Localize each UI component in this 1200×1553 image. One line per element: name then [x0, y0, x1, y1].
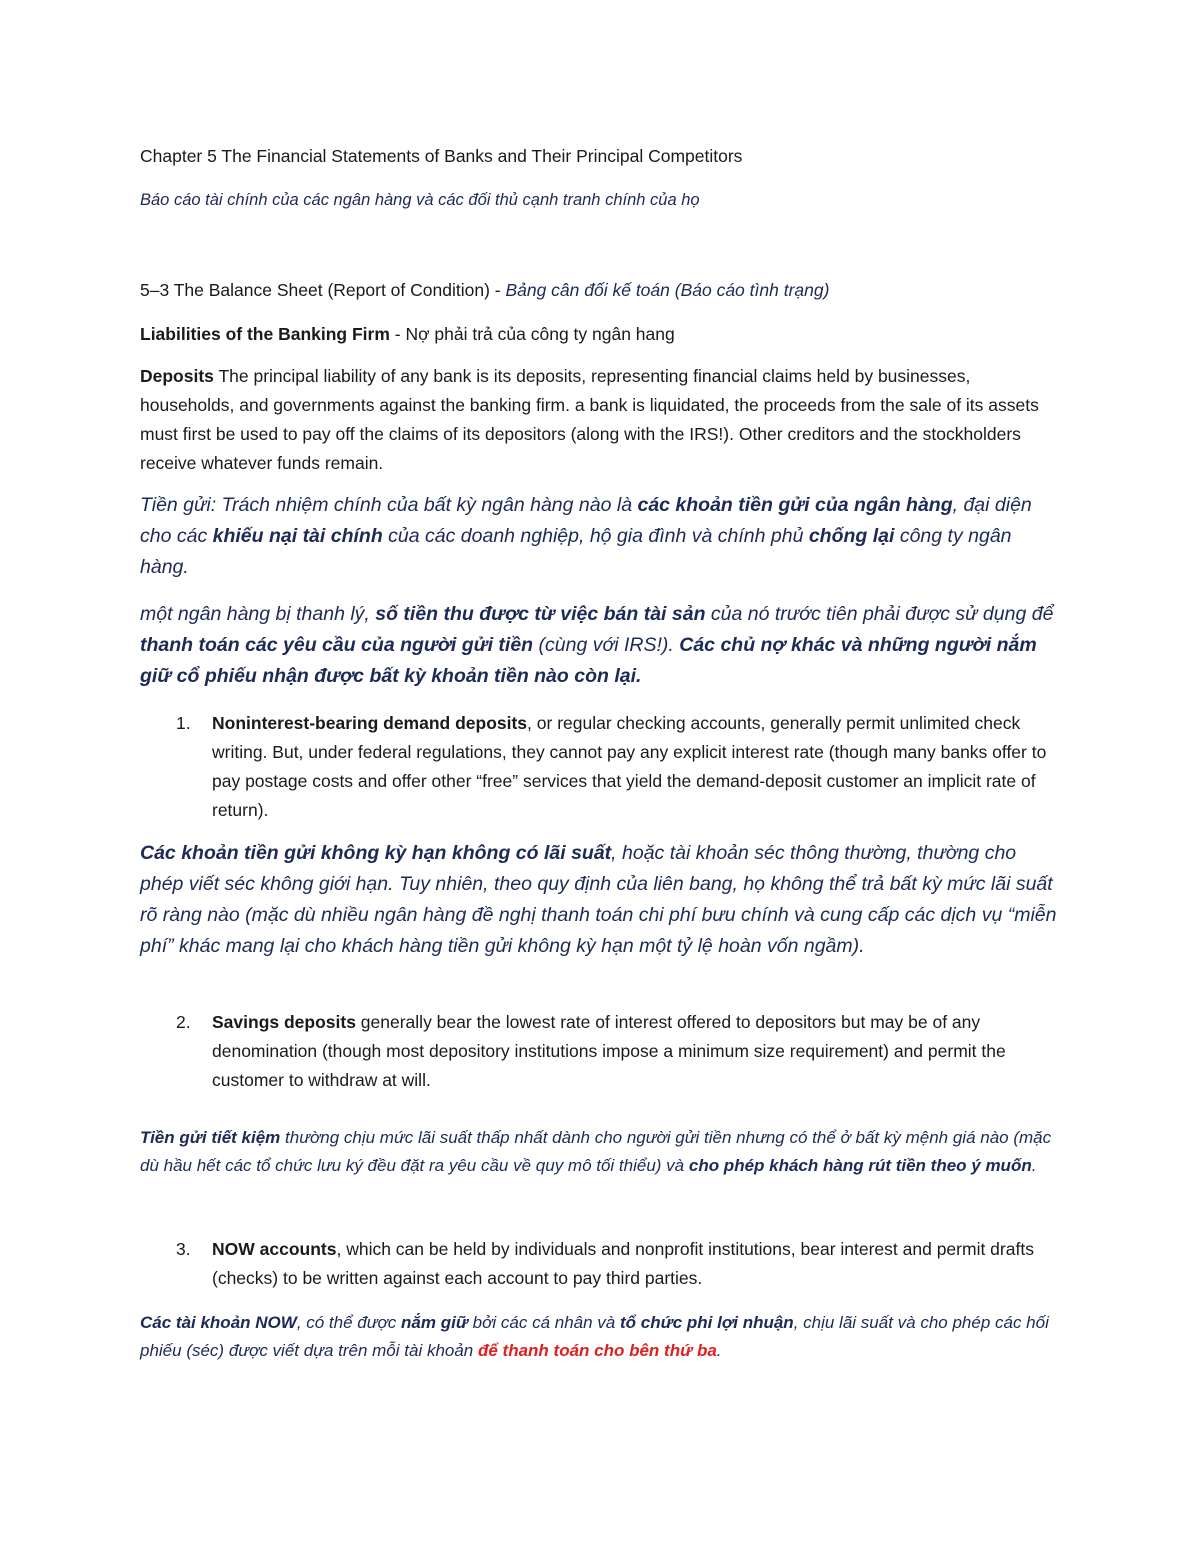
bold-run: các khoản tiền gửi của ngân hàng	[637, 494, 953, 516]
list-number: 1.	[176, 713, 191, 733]
list-item	[140, 1008, 1060, 1095]
chapter-title: Chapter 5 The Financial Statements of Banks and Their Principal Competitors	[140, 146, 743, 166]
bold-run: Các tài khoản NOW	[140, 1313, 297, 1332]
text-run: , đại diện cho các	[140, 494, 1032, 547]
item3-vi-paragraph	[140, 1309, 1060, 1365]
bold-run: Các chủ nợ khác và những người nắm giữ cổ phiếu nhận được bất kỳ khoản tiền nào còn lại.	[140, 634, 1037, 687]
subsection-heading-en: Liabilities of the Banking Firm	[140, 324, 390, 344]
subsection-heading-vi: - Nợ phải trả của công ty ngân hang	[389, 324, 675, 344]
deposits-vi-paragraph-1	[140, 490, 1060, 583]
text-run: , có thể được	[296, 1313, 402, 1332]
subsection-heading	[140, 320, 1060, 349]
item-text: , which can be held by individuals and nonprofit institutions, bear interest and permit drafts (checks) to be written against each account to pay third parties.	[212, 1239, 1034, 1288]
bold-run: tổ chức phi lợi nhuận	[619, 1313, 794, 1332]
list-item-body	[212, 709, 1060, 825]
item-term: NOW accounts	[212, 1239, 337, 1259]
text-run: , chịu lãi suất và cho phép các hối phiếu (séc) được viết dựa trên mỗi tài khoản	[140, 1313, 1049, 1360]
item-text: generally bear the lowest rate of interest offered to depositors but may be of any denomination (though most depository institutions impose a minimum size requirement) and permit the customer to withdraw at will.	[212, 1012, 1006, 1090]
bold-run: Các khoản tiền gửi không kỳ hạn không có lãi suất	[140, 842, 612, 864]
deposits-paragraph	[140, 362, 1060, 478]
chapter-title-vi: Báo cáo tài chính của các ngân hàng và các đối thủ cạnh tranh chính của họ	[140, 191, 700, 209]
item2-vi-paragraph	[140, 1124, 1060, 1180]
section-heading-vi: Bảng cân đối kế toán (Báo cáo tình trạng)	[505, 280, 830, 300]
text-run: công ty ngân hàng.	[140, 525, 1012, 578]
item-text: , or regular checking accounts, generally permit unlimited check writing. But, under federal regulations, they cannot pay any explicit interest rate (though many banks offer to pay postage costs and offer other “free” services that yield the demand-deposit customer an implicit rate of return).	[212, 713, 1047, 820]
list-item	[140, 1235, 1060, 1293]
deposits-text: The principal liability of any bank is its deposits, representing financial claims held by businesses, households, and governments against the banking firm. a bank is liquidated, the proceeds from the sale of its assets must first be used to pay off the claims of its depositors (along with the IRS!). Other creditors and the stockholders receive whatever funds remain.	[140, 366, 1039, 473]
deposits-term: Deposits	[140, 366, 214, 386]
list-number: 3.	[176, 1239, 191, 1259]
bold-run: nắm giữ	[401, 1313, 468, 1332]
bold-run: cho phép khách hàng rút tiền theo ý muốn	[688, 1156, 1032, 1175]
section-heading-en: 5–3 The Balance Sheet (Report of Condition) -	[140, 280, 506, 300]
list-item-body	[212, 1235, 1060, 1293]
item1-vi-paragraph	[140, 838, 1060, 962]
item-term: Noninterest-bearing demand deposits	[212, 713, 528, 733]
bold-run: thanh toán các yêu cầu của người gửi tiền	[140, 634, 534, 656]
list-item-body	[212, 1008, 1060, 1095]
text-run: của các doanh nghiệp, hộ gia đình và chính phủ	[382, 525, 809, 547]
highlight-run: để thanh toán cho bên thứ ba	[477, 1341, 717, 1360]
text-run: .	[716, 1341, 722, 1360]
text-run: Tiền gửi: Trách nhiệm chính của bất kỳ ngân hàng nào là	[140, 494, 638, 516]
deposits-vi-paragraph-2	[140, 599, 1060, 692]
list-item	[140, 709, 1060, 825]
text-run: , hoặc tài khoản séc thông thường, thường cho phép viết séc không giới hạn. Tuy nhiên, theo quy định của liên bang, họ không thể trả bất kỳ mức lãi suất rõ ràng nào (mặc dù nhiều ngân hàng đề nghị thanh toán chi phí bưu chính và cung cấp các dịch vụ “miễn phí” khác mang lại cho khách hàng tiền gửi không kỳ hạn một tỷ lệ hoàn vốn ngầm).	[140, 842, 1057, 957]
bold-run: chống lại	[808, 525, 895, 547]
bold-run: khiếu nại tài chính	[212, 525, 383, 547]
text-run: của nó trước tiên phải được sử dụng để	[705, 603, 1054, 625]
section-heading	[140, 276, 1060, 305]
text-run: một ngân hàng bị thanh lý,	[140, 603, 376, 625]
bold-run: số tiền thu được từ việc bán tài sản	[375, 603, 706, 625]
text-run: .	[1031, 1156, 1037, 1175]
text-run: thường chịu mức lãi suất thấp nhất dành cho người gửi tiền nhưng có thể ở bất kỳ mệnh giá nào (mặc dù hầu hết các tổ chức lưu ký đều đặt ra yêu cầu về quy mô tối thiểu) và	[140, 1128, 1052, 1175]
item-term: Savings deposits	[212, 1012, 356, 1032]
text-run: bởi các cá nhân và	[467, 1313, 620, 1332]
list-number: 2.	[176, 1012, 191, 1032]
bold-run: Tiền gửi tiết kiệm	[140, 1128, 281, 1147]
text-run: (cùng với IRS!).	[533, 634, 680, 656]
